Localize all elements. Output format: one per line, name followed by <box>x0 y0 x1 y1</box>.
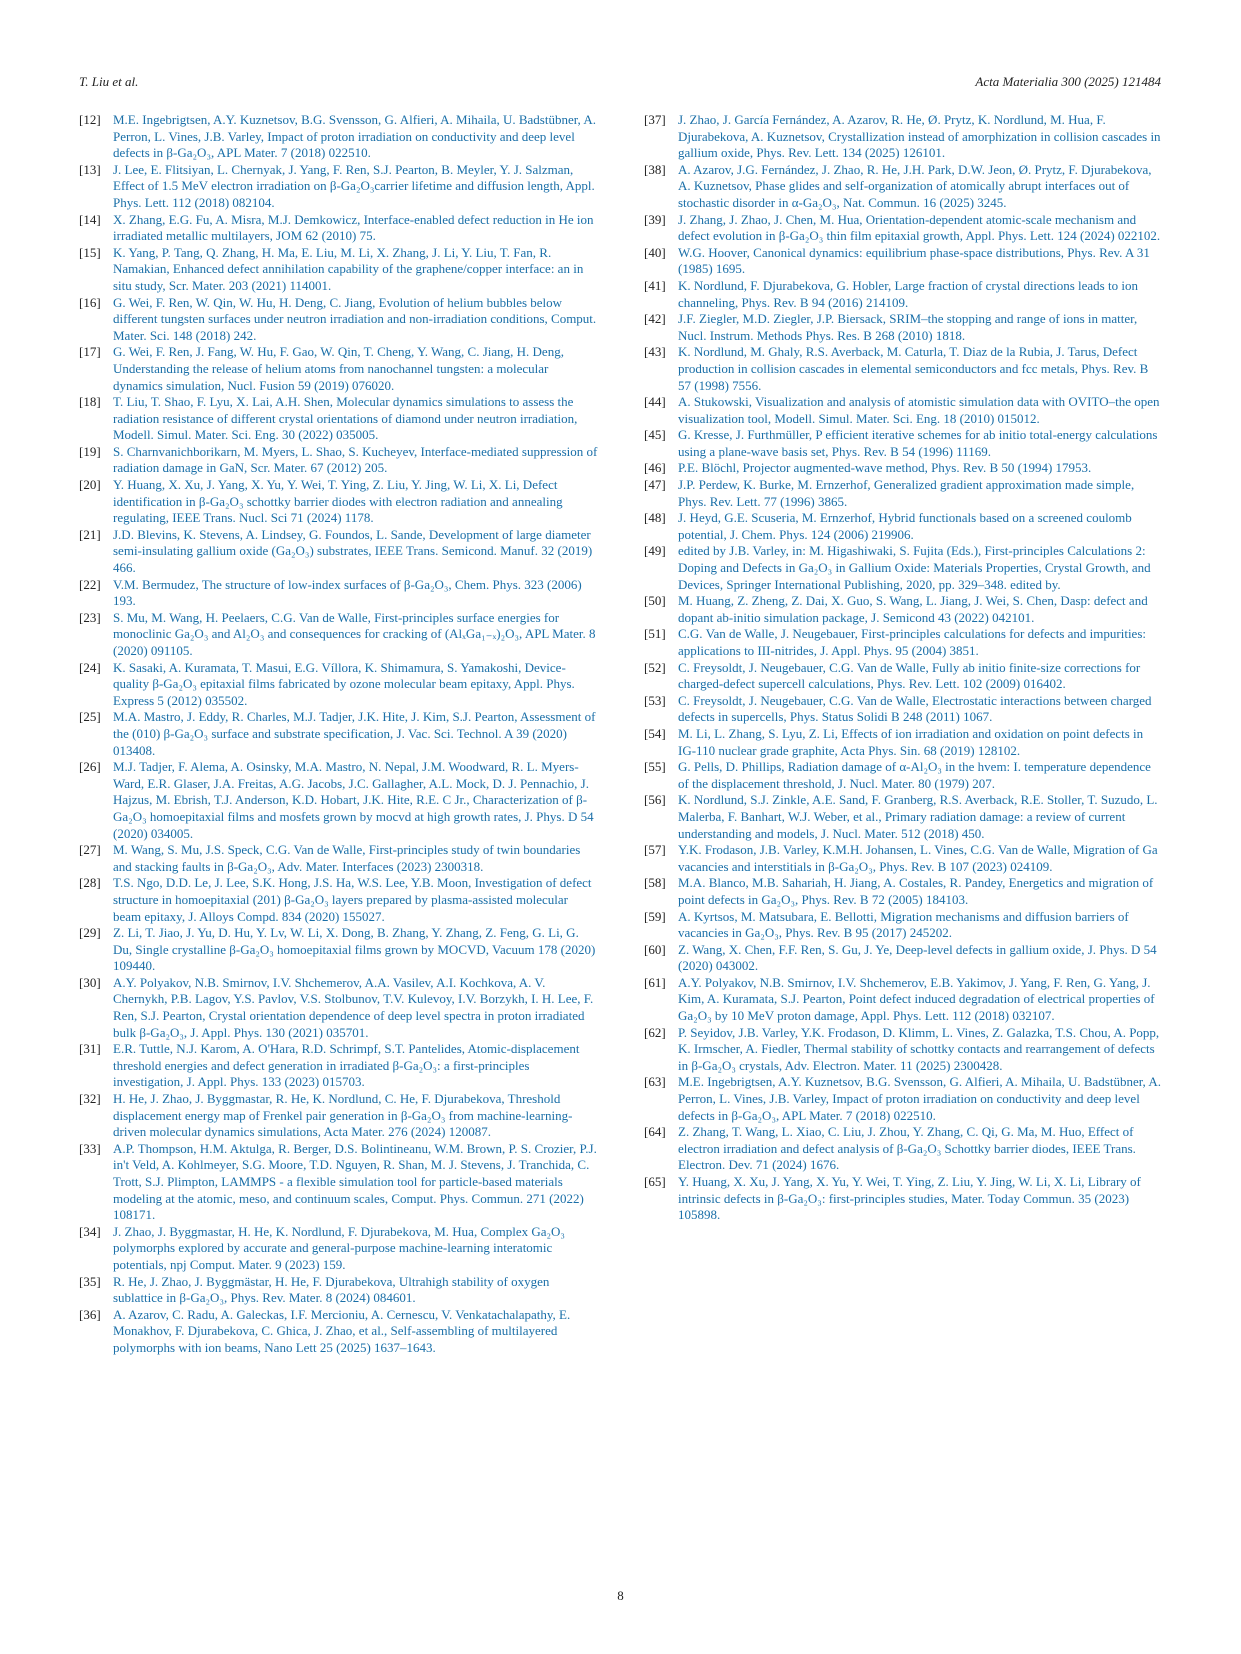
reference-number: [23] <box>79 609 101 625</box>
page-header <box>79 74 1161 94</box>
reference-item <box>79 975 599 1041</box>
reference-number: [44] <box>644 394 666 410</box>
reference-link[interactable]: Z. Zhang, T. Wang, L. Xiao, C. Liu, J. Zhou, Y. Zhang, C. Qi, G. Ma, M. Huo, Effect of electron irradiation and defect analysis of β-Ga₂O₃ Schottky barrier diodes, IEEE Trans. Electron. Dev. 71 (2024) 1676. <box>678 1124 1136 1173</box>
reference-link[interactable]: C.G. Van de Walle, J. Neugebauer, First-principles calculations for defects and impurities: applications to III-nitrides, J. Appl. Phys. 95 (2004) 3851. <box>678 626 1146 658</box>
reference-number: [64] <box>644 1124 666 1140</box>
reference-link[interactable]: A. Kyrtsos, M. Matsubara, E. Bellotti, Migration mechanisms and diffusion barriers of vacancies in Ga₂O₃, Phys. Rev. B 95 (2017) 245202. <box>678 908 1129 941</box>
reference-item <box>644 759 1164 792</box>
reference-link[interactable]: J. Zhao, J. García Fernández, A. Azarov, R. He, Ø. Prytz, K. Nordlund, M. Hua, F. Djurabekova, A. Kuznetsov, Crystallization instead of amorphization in collision cascades in gallium oxide, Phys. Rev. Lett. 134 (2025) 126101. <box>678 112 1161 161</box>
reference-link[interactable]: V.M. Bermudez, The structure of low-index surfaces of β-Ga₂O₃, Chem. Phys. 323 (2006) 193. <box>113 576 582 609</box>
reference-link[interactable]: G. Wei, F. Ren, W. Qin, W. Hu, H. Deng, C. Jiang, Evolution of helium bubbles below different tungsten surfaces under neutron irradiation and non-irradiation conditions, Comput. Mater. Sci. 148 (2018) 242. <box>113 294 597 343</box>
reference-item <box>644 162 1164 212</box>
reference-item <box>79 212 599 245</box>
reference-item <box>79 344 599 394</box>
reference-number: [28] <box>79 875 101 891</box>
reference-link[interactable]: P.E. Blöchl, Projector augmented-wave method, Phys. Rev. B 50 (1994) 17953. <box>678 460 1092 476</box>
reference-link[interactable]: J. Lee, E. Flitsiyan, L. Chernyak, J. Yang, F. Ren, S.J. Pearton, B. Meyler, Y. J. Salzman, Effect of 1.5 MeV electron irradiation on β-Ga₂O₃carrier lifetime and diffusion length, Appl. Phys. Lett. 112 (2018) 082104. <box>113 161 595 210</box>
reference-item <box>644 792 1164 842</box>
references-right-column <box>644 112 1164 1224</box>
reference-link[interactable]: T. Liu, T. Shao, F. Lyu, X. Lai, A.H. Shen, Molecular dynamics simulations to assess the radiation resistance of different crystal orientations of diamond under neutron irradiation, Modell. Simul. Mater. Sci. Eng. 30 (2022) 035005. <box>113 394 578 443</box>
reference-number: [37] <box>644 112 666 127</box>
reference-link[interactable]: H. He, J. Zhao, J. Byggmastar, R. He, K. Nordlund, C. He, F. Djurabekova, Threshold displacement energy map of Frenkel pair generation in β-Ga₂O₃ from machine-learning-driven molecular dynamics simulations, Acta Mater. 276 (2024) 120087. <box>113 1091 573 1140</box>
reference-number: [45] <box>644 427 666 443</box>
reference-item <box>644 510 1164 543</box>
reference-link[interactable]: Y.K. Frodason, J.B. Varley, K.M.H. Johansen, L. Vines, C.G. Van de Walle, Migration of Ga vacancies and interstitials in β-Ga₂O₃, Phys. Rev. B 107 (2023) 024109. <box>678 842 1158 874</box>
reference-number: [53] <box>644 692 666 708</box>
reference-item <box>79 610 599 660</box>
reference-item <box>79 527 599 577</box>
reference-number: [19] <box>79 443 101 459</box>
reference-link[interactable]: K. Yang, P. Tang, Q. Zhang, H. Ma, E. Liu, M. Li, X. Zhang, J. Li, Y. Liu, T. Fan, R. Namakian, Enhanced defect annihilation capability of the graphene/copper interface: an in situ study, Scr. Mater. 203 (2021) 114001. <box>113 244 584 293</box>
reference-number: [49] <box>644 543 666 559</box>
reference-item <box>79 162 599 212</box>
reference-number: [65] <box>644 1174 666 1189</box>
reference-link[interactable]: J. Heyd, G.E. Scuseria, M. Ernzerhof, Hybrid functionals based on a screened coulomb potential, J. Chem. Phys. 124 (2006) 219906. <box>678 510 1132 542</box>
reference-link[interactable]: M.A. Mastro, J. Eddy, R. Charles, M.J. Tadjer, J.K. Hite, J. Kim, S.J. Pearton, Assessment of the (010) β-Ga₂O₃ surface and substrate specification, J. Vac. Sci. Technol. A 39 (2020) 013408. <box>113 709 596 758</box>
reference-number: [30] <box>79 974 101 990</box>
reference-item <box>644 311 1164 344</box>
reference-number: [29] <box>79 925 101 941</box>
reference-item <box>644 1025 1164 1075</box>
reference-number: [43] <box>644 344 666 360</box>
running-authors: T. Liu et al. <box>79 74 139 89</box>
reference-number: [40] <box>644 244 666 260</box>
reference-number: [21] <box>79 526 101 542</box>
reference-number: [52] <box>644 659 666 675</box>
reference-item <box>79 1274 599 1307</box>
reference-number: [62] <box>644 1024 666 1040</box>
reference-item <box>644 626 1164 659</box>
reference-number: [48] <box>644 510 666 526</box>
reference-number: [42] <box>644 311 666 327</box>
reference-link[interactable]: Z. Li, T. Jiao, J. Yu, D. Hu, Y. Lv, W. Li, X. Dong, B. Zhang, Y. Zhang, Z. Feng, G. Li, G. Du, Single crystalline β-Ga₂O₃ homoepitaxial films grown by MOCVD, Vacuum 178 (2020) 109440. <box>113 925 596 974</box>
reference-number: [51] <box>644 626 666 642</box>
reference-link[interactable]: Y. Huang, X. Xu, J. Yang, X. Yu, Y. Wei, T. Ying, Z. Liu, Y. Jing, W. Li, X. Li, Library of intrinsic defects in β-Ga₂O₃: first-principles studies, Mater. Today Commun. 35 (2023) 105898. <box>678 1174 1141 1223</box>
reference-number: [57] <box>644 842 666 858</box>
reference-link[interactable]: S. Mu, M. Wang, H. Peelaers, C.G. Van de Walle, First-principles surface energies for monoclinic Ga₂O₃ and Al₂O₃ and consequences for cracking of (AlₓGa₁₋ₓ)₂O₃, APL Mater. 8 (2020) 091105. <box>113 609 596 658</box>
reference-link[interactable]: J. Zhang, J. Zhao, J. Chen, M. Hua, Orientation-dependent atomic-scale mechanism and defect evolution in β-Ga₂O₃ thin film epitaxial growth, Appl. Phys. Lett. 124 (2024) 022102. <box>678 211 1161 244</box>
reference-item <box>644 842 1164 875</box>
reference-item <box>644 278 1164 311</box>
reference-item <box>79 1307 599 1357</box>
reference-link[interactable]: Z. Wang, X. Chen, F.F. Ren, S. Gu, J. Ye, Deep-level defects in gallium oxide, J. Phys. D 54 (2020) 043002. <box>678 941 1157 974</box>
reference-item <box>644 1174 1164 1224</box>
reference-number: [50] <box>644 593 666 609</box>
reference-link[interactable]: M. Wang, S. Mu, J.S. Speck, C.G. Van de Walle, First-principles study of twin boundaries and stacking faults in β-Ga₂O₃, Adv. Mater. Interfaces (2023) 2300318. <box>113 842 581 874</box>
reference-item <box>644 460 1164 477</box>
reference-link[interactable]: M.A. Blanco, M.B. Sahariah, H. Jiang, A. Costales, R. Pandey, Energetics and migration of point defects in Ga₂O₃, Phys. Rev. B 72 (2005) 184103. <box>678 875 1154 907</box>
reference-number: [26] <box>79 759 101 775</box>
reference-item <box>79 1041 599 1091</box>
reference-link[interactable]: C. Freysoldt, J. Neugebauer, C.G. Van de Walle, Fully ab initio finite-size corrections for charged-defect supercell calculations, Phys. Rev. Lett. 102 (2009) 016402. <box>678 659 1141 692</box>
reference-item <box>644 427 1164 460</box>
reference-item <box>644 344 1164 394</box>
reference-number: [60] <box>644 941 666 957</box>
reference-link[interactable]: J.F. Ziegler, M.D. Ziegler, J.P. Biersack, SRIM–the stopping and range of ions in matter, Nucl. Instrum. Methods Phys. Res. B 268 (2010) 1818. <box>678 311 1138 343</box>
reference-item <box>79 925 599 975</box>
reference-item <box>79 245 599 295</box>
reference-link[interactable]: G. Wei, F. Ren, J. Fang, W. Hu, F. Gao, W. Qin, T. Cheng, Y. Wang, C. Jiang, H. Deng, Understanding the release of helium atoms from nanochannel tungsten: a molecular dynamics simulation, Nucl. Fusion 59 (2019) 076020. <box>113 344 564 393</box>
reference-link[interactable]: W.G. Hoover, Canonical dynamics: equilibrium phase-space distributions, Phys. Rev. A 31 (1985) 1695. <box>678 244 1150 277</box>
reference-number: [12] <box>79 112 101 127</box>
reference-link[interactable]: K. Nordlund, S.J. Zinkle, A.E. Sand, F. Granberg, R.S. Averback, R.E. Stoller, T. Suzudo, L. Malerba, F. Banhart, W.J. Weber, et al., Primary radiation damage: a review of current understanding and models, J. Nucl. Mater. 512 (2018) 450. <box>678 792 1158 841</box>
reference-number: [27] <box>79 842 101 858</box>
reference-number: [54] <box>644 725 666 741</box>
reference-number: [17] <box>79 344 101 360</box>
reference-item <box>644 477 1164 510</box>
reference-link[interactable]: Y. Huang, X. Xu, J. Yang, X. Yu, Y. Wei, T. Ying, Z. Liu, Y. Jing, W. Li, X. Li, Defect identification in β-Ga₂O₃ schottky barrier diodes with electron radiation and annealing regulating, IEEE Trans. Nucl. Sci 71 (2024) 1178. <box>113 477 563 526</box>
reference-link[interactable]: K. Sasaki, A. Kuramata, T. Masui, E.G. Víllora, K. Shimamura, S. Yamakoshi, Device-quality β-Ga₂O₃ epitaxial films fabricated by ozone molecular beam epitaxy, Appl. Phys. Express 5 (2012) 035502. <box>113 659 575 708</box>
reference-item <box>79 1224 599 1274</box>
reference-number: [33] <box>79 1140 101 1156</box>
reference-link[interactable]: M.J. Tadjer, F. Alema, A. Osinsky, M.A. Mastro, N. Nepal, J.M. Woodward, R. L. Myers-Ward, E.R. Glaser, J.A. Freitas, A.G. Jacobs, J.C. Gallagher, A.L. Mock, D. J. Pennachio, J. Hajzus, M. Ebrish, T.J. Anderson, K.D. Hobart, J.K. Hite, R.E. C Jr., Characterization of β-Ga₂O₃ homoepitaxial films and mosfets grown by mocvd at high growth rates, J. Phys. D 54 (2020) 034005. <box>113 759 594 841</box>
reference-link[interactable]: J.D. Blevins, K. Stevens, A. Lindsey, G. Foundos, L. Sande, Development of large diameter semi-insulating gallium oxide (Ga₂O₃) substrates, IEEE Trans. Semicond. Manuf. 32 (2019) 466. <box>113 526 593 576</box>
reference-number: [35] <box>79 1273 101 1289</box>
reference-item <box>79 759 599 842</box>
reference-number: [36] <box>79 1306 101 1322</box>
reference-link[interactable]: X. Zhang, E.G. Fu, A. Misra, M.J. Demkowicz, Interface-enabled defect reduction in He ion irradiated metallic multilayers, JOM 62 (2010) 75. <box>113 211 594 244</box>
reference-item <box>79 709 599 759</box>
reference-item <box>644 543 1164 593</box>
reference-link[interactable]: M.E. Ingebrigtsen, A.Y. Kuznetsov, B.G. Svensson, G. Alfieri, A. Mihaila, U. Badstübner, A. Perron, L. Vines, J.B. Varley, Impact of proton irradiation on conductivity and deep level defects in β-Ga₂O₃, APL Mater. 7 (2018) 022510. <box>678 1074 1161 1123</box>
reference-link[interactable]: A. Stukowski, Visualization and analysis of atomistic simulation data with OVITO–the open visualization tool, Modell. Simul. Mater. Sci. Eng. 18 (2010) 015012. <box>678 394 1160 426</box>
references-left-column <box>79 112 599 1357</box>
reference-item <box>79 394 599 444</box>
reference-number: [34] <box>79 1223 101 1239</box>
reference-link[interactable]: C. Freysoldt, J. Neugebauer, C.G. Van de Walle, Electrostatic interactions between charged defects in supercells, Phys. Status Solidi B 248 (2011) 1067. <box>678 692 1152 725</box>
reference-number: [59] <box>644 908 666 924</box>
reference-link[interactable]: A. Azarov, J.G. Fernández, J. Zhao, R. He, J.H. Park, D.W. Jeon, Ø. Prytz, F. Djurabekova, A. Kuznetsov, Phase glides and self-organization of atomically abrupt interfaces out of stochastic disorder in α-Ga₂O₃, Nat. Commun. 16 (2025) 3245. <box>678 161 1152 210</box>
reference-item <box>79 660 599 710</box>
reference-item <box>644 726 1164 759</box>
reference-item <box>644 593 1164 626</box>
reference-number: [13] <box>79 161 101 177</box>
reference-link[interactable]: M. Huang, Z. Zheng, Z. Dai, X. Guo, S. Wang, L. Jiang, J. Wei, S. Chen, Dasp: defect and dopant ab-initio simulation package, J. Semicond 43 (2022) 042101. <box>678 593 1148 625</box>
reference-item <box>79 444 599 477</box>
reference-link[interactable]: T.S. Ngo, D.D. Le, J. Lee, S.K. Hong, J.S. Ha, W.S. Lee, Y.B. Moon, Investigation of defect structure in homoepitaxial (201) β-Ga₂O₃ layers prepared by plasma-assisted molecular beam epitaxy, J. Alloys Compd. 834 (2020) 155027. <box>113 875 592 924</box>
reference-number: [47] <box>644 477 666 493</box>
reference-link[interactable]: edited by J.B. Varley, in: M. Higashiwaki, S. Fujita (Eds.), First-principles Calculations 2: Doping and Defects in Ga₂O₃ in Gallium Oxide: Materials Properties, Crystal Growth, and Devices, Springer International Publishing, 2020, pp. 329–348. edited by. <box>678 543 1151 592</box>
reference-item <box>79 112 599 162</box>
reference-item <box>644 245 1164 278</box>
reference-number: [14] <box>79 211 101 227</box>
reference-link[interactable]: A. Azarov, C. Radu, A. Galeckas, I.F. Mercioniu, A. Cernescu, V. Venkatachalapathy, E. Monakhov, F. Djurabekova, C. Ghica, J. Zhao, et al., Self-assembling of multilayered polymorphs with ion beams, Nano Lett 25 (2025) 1637–1643. <box>113 1306 571 1355</box>
reference-number: [25] <box>79 709 101 725</box>
reference-link[interactable]: R. He, J. Zhao, J. Byggmästar, H. He, F. Djurabekova, Ultrahigh stability of oxygen sublattice in β-Ga₂O₃, Phys. Rev. Mater. 8 (2024) 084601. <box>113 1273 550 1306</box>
reference-item <box>644 394 1164 427</box>
reference-item <box>644 112 1164 162</box>
reference-number: [18] <box>79 394 101 410</box>
running-journal: Acta Materialia 300 (2025) 121484 <box>975 74 1161 89</box>
page-number: 8 <box>617 1588 624 1603</box>
reference-link[interactable]: M.E. Ingebrigtsen, A.Y. Kuznetsov, B.G. Svensson, G. Alfieri, A. Mihaila, U. Badstübner, A. Perron, L. Vines, J.B. Varley, Impact of proton irradiation on conductivity and deep level defects in β-Ga₂O₃, APL Mater. 7 (2018) 022510. <box>113 112 596 161</box>
reference-number: [15] <box>79 244 101 260</box>
reference-link[interactable]: A.Y. Polyakov, N.B. Smirnov, I.V. Shchemerov, E.B. Yakimov, J. Yang, F. Ren, G. Yang, J. Kim, A. Kuramata, S.J. Pearton, Point defect induced degradation of electrical properties of Ga₂O₃ by 10 MeV proton damage, Appl. Phys. Lett. 112 (2018) 032107. <box>678 974 1155 1024</box>
reference-item <box>644 975 1164 1025</box>
reference-number: [58] <box>644 875 666 891</box>
reference-item <box>79 295 599 345</box>
reference-number: [31] <box>79 1041 101 1057</box>
reference-item <box>79 477 599 527</box>
reference-item <box>644 909 1164 942</box>
reference-item <box>79 842 599 875</box>
reference-link[interactable]: S. Charnvanichborikarn, M. Myers, L. Shao, S. Kucheyev, Interface-mediated suppression of radiation damage in GaN, Scr. Mater. 67 (2012) 205. <box>113 443 598 476</box>
reference-number: [24] <box>79 659 101 675</box>
reference-item <box>644 212 1164 245</box>
reference-item <box>644 660 1164 693</box>
reference-link[interactable]: M. Li, L. Zhang, S. Lyu, Z. Li, Effects of ion irradiation and oxidation on point defects in IG-110 nuclear grade graphite, Acta Phys. Sin. 68 (2019) 128102. <box>678 725 1144 758</box>
reference-link[interactable]: G. Pells, D. Phillips, Radiation damage of α-Al₂O₃ in the hvem: I. temperature dependence of the displacement threshold, J. Nucl. Mater. 80 (1979) 207. <box>678 759 1151 791</box>
reference-number: [63] <box>644 1074 666 1090</box>
reference-number: [61] <box>644 974 666 990</box>
reference-link[interactable]: P. Seyidov, J.B. Varley, Y.K. Frodason, D. Klimm, L. Vines, Z. Galazka, T.S. Chou, A. Popp, K. Irmscher, A. Fiedler, Thermal stability of schottky contacts and rearrangement of defects in β-Ga₂O₃ crystals, Adv. Electron. Mater. 11 (2025) 2300428. <box>678 1024 1160 1073</box>
reference-link[interactable]: G. Kresse, J. Furthmüller, P efficient iterative schemes for ab initio total-energy calculations using a plane-wave basis set, Phys. Rev. B 54 (1996) 11169. <box>678 427 1158 459</box>
reference-item <box>79 875 599 925</box>
reference-item <box>644 1074 1164 1124</box>
reference-item <box>644 942 1164 975</box>
reference-number: [46] <box>644 460 666 476</box>
reference-link[interactable]: K. Nordlund, F. Djurabekova, G. Hobler, Large fraction of crystal directions leads to ion channeling, Phys. Rev. B 94 (2016) 214109. <box>678 277 1138 310</box>
reference-item <box>644 875 1164 908</box>
reference-number: [38] <box>644 161 666 177</box>
reference-number: [32] <box>79 1091 101 1107</box>
reference-number: [16] <box>79 294 101 310</box>
reference-link[interactable]: K. Nordlund, M. Ghaly, R.S. Averback, M. Caturla, T. Diaz de la Rubia, J. Tarus, Defect production in collision cascades in elemental semiconductors and fcc metals, Phys. Rev. B 57 (1998) 7556. <box>678 344 1149 393</box>
reference-link[interactable]: J.P. Perdew, K. Burke, M. Ernzerhof, Generalized gradient approximation made simple, Phys. Rev. Lett. 77 (1996) 3865. <box>678 477 1135 509</box>
reference-number: [55] <box>644 759 666 775</box>
reference-item <box>79 1091 599 1141</box>
reference-number: [39] <box>644 211 666 227</box>
reference-link[interactable]: A.P. Thompson, H.M. Aktulga, R. Berger, D.S. Bolintineanu, W.M. Brown, P. S. Crozier, P.J. in't Veld, A. Kohlmeyer, S.G. Moore, T.D. Nguyen, R. Shan, M. J. Stevens, J. Tranchida, C. Trott, S.J. Plimpton, LAMMPS - a flexible simulation tool for particle-based materials modeling at the atomic, meso, and continuum scales, Comput. Phys. Commun. 271 (2022) 108171. <box>113 1140 597 1223</box>
reference-item <box>644 693 1164 726</box>
reference-number: [56] <box>644 792 666 808</box>
reference-item <box>644 1124 1164 1174</box>
reference-link[interactable]: E.R. Tuttle, N.J. Karom, A. O'Hara, R.D. Schrimpf, S.T. Pantelides, Atomic-displacement threshold energies and defect generation in irradiated β-Ga₂O₃: a first-principles investigation, J. Appl. Phys. 133 (2023) 015703. <box>113 1041 580 1090</box>
reference-link[interactable]: J. Zhao, J. Byggmastar, H. He, K. Nordlund, F. Djurabekova, M. Hua, Complex Ga₂O₃ polymorphs explored by accurate and general-purpose machine-learning interatomic potentials, npj Comput. Mater. 9 (2023) 159. <box>113 1223 565 1272</box>
reference-number: [22] <box>79 576 101 592</box>
reference-number: [41] <box>644 277 666 293</box>
reference-item <box>79 1141 599 1224</box>
reference-item <box>79 577 599 610</box>
reference-number: [20] <box>79 477 101 493</box>
reference-link[interactable]: A.Y. Polyakov, N.B. Smirnov, I.V. Shchemerov, A.A. Vasilev, A.I. Kochkova, A. V. Chernykh, P.B. Lagov, Y.S. Pavlov, V.S. Stolbunov, T.V. Kulevoy, I.V. Borzykh, I. H. Lee, F. Ren, S.J. Pearton, Crystal orientation dependence of deep level spectra in proton irradiated bulk β-Ga₂O₃, J. Appl. Phys. 130 (2021) 035701. <box>113 974 594 1040</box>
